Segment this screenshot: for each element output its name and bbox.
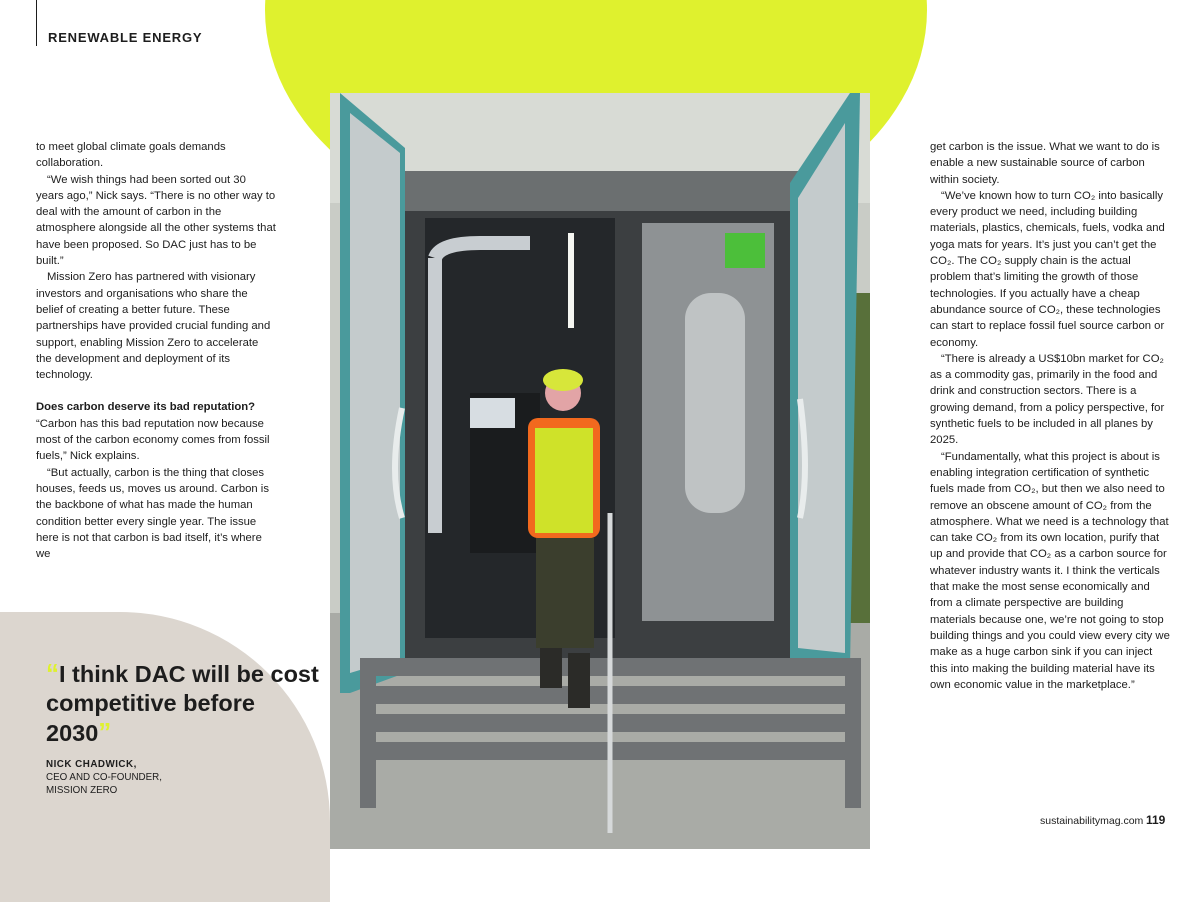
paragraph: “Fundamentally, what this project is about is enabling integration certification of synthetic fuels made from CO₂, but then we also need to remove an obscene amount of CO₂ from the atmosphere. What we need is a technology that can take CO₂ from its own location, purify that up and provide that CO₂ as a carbon source for whatever industry wants it. I think the verticals that make the most sense economically and from a climate perspective are building materials because one, we’re not going to stop building things and you could view every city we make as a huge carbon sink if you can inject this into making the building material have its own economic value in the marketplace.” (930, 450, 1170, 691)
paragraph: “We wish things had been sorted out 30 years ago,” Nick says. “There is no other way to deal with the amount of carbon in the atmosphere alongside all the other systems that have been proposed. So DAC just has to be built.” (36, 173, 276, 268)
dac-unit-illustration (330, 93, 870, 849)
pull-quote-year: 2030 (46, 720, 99, 746)
right-text-column (930, 139, 1170, 693)
paragraph: get carbon is the issue. What we want to do is enable a new sustainable source of carbon within society. (930, 141, 1160, 186)
paragraph: “But actually, carbon is the thing that closes houses, feeds us, moves us around. Carbon is the backbone of what has made the human condition better every single year. The issue here is not that carbon is bad itself, it’s where we (36, 466, 269, 561)
section-rule (36, 0, 37, 46)
paragraph: Mission Zero has partnered with visionary investors and organisations who share the belief of creating a better future. These partnerships have provided crucial funding and support, enabling Mission Zero to accelerate the development and deployment of its technology. (36, 271, 271, 382)
attribution-role: CEO AND CO-FOUNDER, (46, 772, 162, 783)
pull-quote (46, 659, 326, 748)
paragraph: “Carbon has this bad reputation now because most of the carbon economy comes from fossil fuels,” Nick explains. (36, 417, 270, 463)
quote-attribution (46, 758, 162, 797)
paragraph: “There is already a US$10bn market for CO₂ as a commodity gas, primarily in the food and drink and construction sectors. There is a growing demand, from a policy perspective, for synthetic fuels to be included in all planes by 2025. (930, 352, 1165, 447)
close-quote-mark: ” (98, 717, 112, 747)
subheading: Does carbon deserve its bad reputation? (36, 401, 256, 414)
paragraph: “We’ve known how to turn CO₂ into basically every product we need, including building materials, plastics, chemicals, fuels, vodka and yoga mats for years. It’s just you can’t get the CO₂. The CO₂ supply chain is the actual problem that’s limiting the growth of those technologies. If you actually have a cheap abundance source of CO₂, these technologies can start to replace fossil fuel source carbon or economy. (930, 189, 1165, 349)
pull-quote-text: I think DAC will be cost competitive before (46, 661, 319, 716)
section-label: RENEWABLE ENERGY (48, 30, 203, 45)
footer-url[interactable]: sustainabilitymag.com (1040, 815, 1144, 827)
open-quote-mark: “ (46, 658, 59, 688)
paragraph: to meet global climate goals demands collaboration. (36, 141, 226, 170)
dac-unit-photo (330, 93, 870, 849)
pull-quote-background (0, 612, 330, 902)
page-number: 119 (1146, 813, 1166, 827)
left-text-column (36, 139, 276, 562)
attribution-name: NICK CHADWICK, (46, 759, 137, 770)
attribution-org: MISSION ZERO (46, 785, 118, 796)
